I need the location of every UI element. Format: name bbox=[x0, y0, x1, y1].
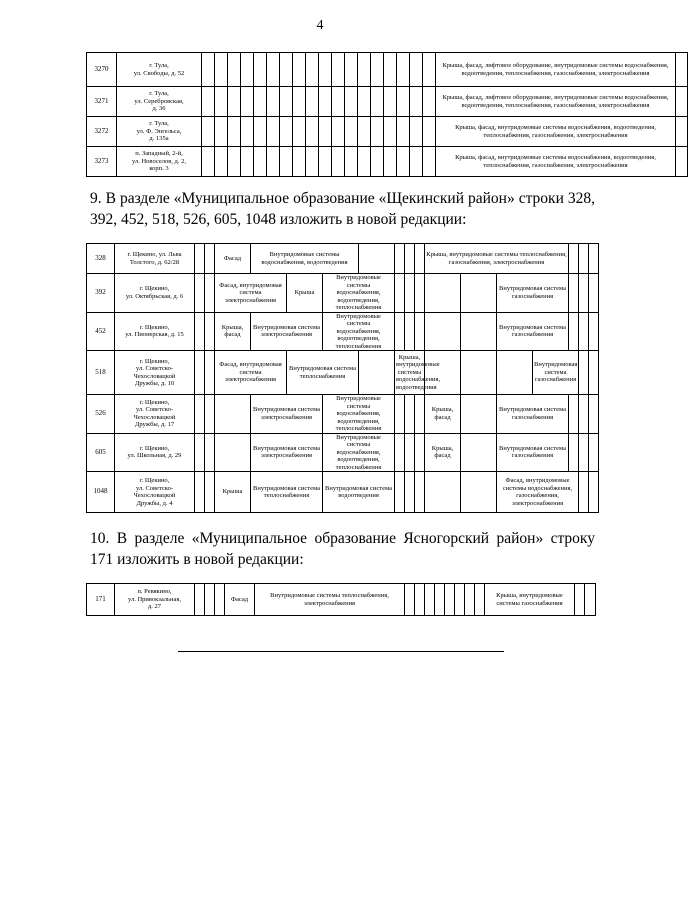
empty-cell bbox=[423, 53, 436, 87]
empty-cell bbox=[405, 312, 415, 351]
empty-cell bbox=[215, 584, 225, 616]
empty-cell bbox=[205, 351, 215, 395]
empty-cell bbox=[228, 147, 241, 177]
empty-cell bbox=[371, 147, 384, 177]
empty-cell bbox=[332, 147, 345, 177]
empty-cell bbox=[359, 351, 395, 395]
row-number: 605 bbox=[87, 433, 115, 472]
empty-cell bbox=[397, 87, 410, 117]
empty-cell bbox=[267, 117, 280, 147]
empty-cell bbox=[306, 53, 319, 87]
row-number: 3271 bbox=[87, 87, 117, 117]
empty-cell bbox=[358, 117, 371, 147]
empty-cell bbox=[589, 312, 599, 351]
row-number: 3272 bbox=[87, 117, 117, 147]
empty-cell bbox=[410, 87, 423, 117]
row-address: п. Западный, 2-й, ул. Новоселов, д. 2, корп. 3 bbox=[117, 147, 202, 177]
empty-cell bbox=[205, 584, 215, 616]
empty-cell bbox=[371, 117, 384, 147]
empty-cell bbox=[425, 274, 461, 313]
empty-cell bbox=[405, 274, 415, 313]
empty-cell bbox=[280, 147, 293, 177]
empty-cell bbox=[410, 147, 423, 177]
row-address: г. Щекино, ул. Льва Толстого, д. 62/28 bbox=[115, 244, 195, 274]
row-cell: Фасад, внутридомовая система электроснабжения bbox=[215, 351, 287, 395]
empty-cell bbox=[676, 147, 688, 177]
row-cell: Фасад, внутридомовая система электроснабжения bbox=[215, 274, 287, 313]
row-cell: Внутридомовые системы водоснабжения, водоотведения, теплоснабжения bbox=[323, 395, 395, 434]
empty-cell bbox=[423, 117, 436, 147]
empty-cell bbox=[461, 274, 497, 313]
row-cell: Крыша, внутридомовые системы газоснабжения bbox=[485, 584, 575, 616]
table-row bbox=[87, 351, 599, 395]
row-cell: Внутридомовая система водоотведения bbox=[323, 472, 395, 513]
empty-cell bbox=[405, 433, 415, 472]
empty-cell bbox=[415, 244, 425, 274]
row-cell: Крыша, внутридомовые системы теплоснабжения, газоснабжения, электроснабжения bbox=[425, 244, 569, 274]
empty-cell bbox=[228, 53, 241, 87]
closing-rule bbox=[178, 651, 504, 652]
empty-cell bbox=[202, 147, 215, 177]
empty-cell bbox=[589, 433, 599, 472]
table-row bbox=[87, 395, 599, 434]
empty-cell bbox=[306, 117, 319, 147]
empty-cell bbox=[358, 87, 371, 117]
row-address: г. Щекино, ул. Советско- Чехословацкой Дружбы, д. 17 bbox=[115, 395, 195, 434]
empty-cell bbox=[215, 433, 251, 472]
row-address: г. Щекино, ул. Пионерская, д. 15 bbox=[115, 312, 195, 351]
table-row bbox=[87, 147, 688, 177]
empty-cell bbox=[202, 53, 215, 87]
empty-cell bbox=[397, 117, 410, 147]
row-cell: Внутридомовые системы водоснабжения, водоотведения, теплоснабжения bbox=[323, 312, 395, 351]
empty-cell bbox=[202, 87, 215, 117]
empty-cell bbox=[254, 53, 267, 87]
row-number: 392 bbox=[87, 274, 115, 313]
row-cell: Внутридомовые системы теплоснабжения, электроснабжения bbox=[255, 584, 405, 616]
row-number: 3270 bbox=[87, 53, 117, 87]
empty-cell bbox=[415, 433, 425, 472]
empty-cell bbox=[405, 584, 415, 616]
empty-cell bbox=[215, 87, 228, 117]
empty-cell bbox=[395, 433, 405, 472]
empty-cell bbox=[293, 117, 306, 147]
empty-cell bbox=[254, 117, 267, 147]
empty-cell bbox=[195, 472, 205, 513]
row-address: п. Ревякино, ул. Привокзальная, д. 27 bbox=[115, 584, 195, 616]
row-address: г. Щекино, ул. Школьная, д. 29 bbox=[115, 433, 195, 472]
table-row bbox=[87, 53, 688, 87]
empty-cell bbox=[195, 244, 205, 274]
empty-cell bbox=[405, 395, 415, 434]
page-number: 4 bbox=[316, 18, 324, 33]
row-cell: Внутридомовая система электроснабжения bbox=[251, 433, 323, 472]
empty-cell bbox=[202, 117, 215, 147]
empty-cell bbox=[195, 351, 205, 395]
empty-cell bbox=[435, 584, 445, 616]
empty-cell bbox=[306, 147, 319, 177]
row-number: 526 bbox=[87, 395, 115, 434]
table-row bbox=[87, 312, 599, 351]
row-cell: Фасад, внутридомовые системы водоснабжения, газоснабжения, электроснабжения bbox=[497, 472, 579, 513]
empty-cell bbox=[293, 53, 306, 87]
empty-cell bbox=[228, 87, 241, 117]
empty-cell bbox=[319, 87, 332, 117]
empty-cell bbox=[676, 117, 688, 147]
empty-cell bbox=[425, 584, 435, 616]
empty-cell bbox=[579, 472, 589, 513]
empty-cell bbox=[445, 584, 455, 616]
empty-cell bbox=[455, 584, 465, 616]
table-row bbox=[87, 584, 596, 616]
empty-cell bbox=[461, 351, 497, 395]
row-cell: Внутридомовая система газоснабжения bbox=[497, 395, 569, 434]
empty-cell bbox=[267, 53, 280, 87]
empty-cell bbox=[405, 244, 415, 274]
empty-cell bbox=[254, 87, 267, 117]
row-number: 328 bbox=[87, 244, 115, 274]
empty-cell bbox=[306, 87, 319, 117]
empty-cell bbox=[384, 87, 397, 117]
empty-cell bbox=[241, 117, 254, 147]
empty-cell bbox=[195, 312, 205, 351]
empty-cell bbox=[280, 117, 293, 147]
row-cell: Внутридомовая система электроснабжения bbox=[251, 395, 323, 434]
empty-cell bbox=[397, 147, 410, 177]
empty-cell bbox=[254, 147, 267, 177]
empty-cell bbox=[384, 53, 397, 87]
empty-cell bbox=[676, 87, 688, 117]
table-row bbox=[87, 87, 688, 117]
empty-cell bbox=[205, 244, 215, 274]
empty-cell bbox=[397, 53, 410, 87]
empty-cell bbox=[319, 117, 332, 147]
empty-cell bbox=[395, 274, 405, 313]
empty-cell bbox=[425, 472, 461, 513]
row-cell: Фасад bbox=[215, 244, 251, 274]
paragraph-10: 10. В разделе «Муниципальное образование Ясногорский район» строку 171 изложить в новой редакции: bbox=[90, 530, 595, 568]
row-address: г. Щекино, ул. Советско- Чехословацкой Дружбы, д. 10 bbox=[115, 351, 195, 395]
row-cell: Крыша, фасад bbox=[215, 312, 251, 351]
empty-cell bbox=[205, 274, 215, 313]
empty-cell bbox=[345, 147, 358, 177]
empty-cell bbox=[589, 395, 599, 434]
empty-cell bbox=[579, 351, 589, 395]
empty-cell bbox=[579, 312, 589, 351]
empty-cell bbox=[497, 351, 533, 395]
empty-cell bbox=[371, 53, 384, 87]
empty-cell bbox=[345, 53, 358, 87]
row-cell: Крыша, внутридомовые системы водоснабжения, водоотведения bbox=[395, 351, 425, 395]
empty-cell bbox=[215, 117, 228, 147]
empty-cell bbox=[461, 433, 497, 472]
empty-cell bbox=[415, 395, 425, 434]
empty-cell bbox=[415, 274, 425, 313]
empty-cell bbox=[371, 87, 384, 117]
empty-cell bbox=[205, 312, 215, 351]
empty-cell bbox=[425, 312, 461, 351]
table-row bbox=[87, 274, 599, 313]
empty-cell bbox=[205, 395, 215, 434]
row-cell: Крыша, фасад bbox=[425, 395, 461, 434]
row-cell: Крыша bbox=[215, 472, 251, 513]
empty-cell bbox=[569, 244, 579, 274]
empty-cell bbox=[405, 472, 415, 513]
empty-cell bbox=[415, 312, 425, 351]
empty-cell bbox=[676, 53, 688, 87]
row-cell: Внутридомовая система электроснабжения bbox=[251, 312, 323, 351]
empty-cell bbox=[280, 53, 293, 87]
row-cell: Внутридомовая система теплоснабжения bbox=[251, 472, 323, 513]
empty-cell bbox=[241, 53, 254, 87]
empty-cell bbox=[423, 147, 436, 177]
row-cell: Внутридомовая система теплоснабжения bbox=[287, 351, 359, 395]
empty-cell bbox=[569, 395, 579, 434]
empty-cell bbox=[410, 117, 423, 147]
empty-cell bbox=[410, 53, 423, 87]
empty-cell bbox=[195, 395, 205, 434]
empty-cell bbox=[475, 584, 485, 616]
empty-cell bbox=[215, 147, 228, 177]
empty-cell bbox=[267, 87, 280, 117]
table-row bbox=[87, 244, 599, 274]
row-address: г. Тула, ул. Серебровская, д. 36 bbox=[117, 87, 202, 117]
row-works: Крыша, фасад, лифтовое оборудование, внутридомовые системы водоснабжения, водоотведения, теплоснабжения, газоснабжения, электроснабжения bbox=[436, 53, 676, 87]
empty-cell bbox=[585, 584, 596, 616]
empty-cell bbox=[589, 351, 599, 395]
empty-cell bbox=[358, 147, 371, 177]
empty-cell bbox=[241, 87, 254, 117]
empty-cell bbox=[319, 147, 332, 177]
empty-cell bbox=[195, 274, 205, 313]
table-tula-rows bbox=[86, 52, 688, 177]
row-number: 518 bbox=[87, 351, 115, 395]
table-yasnogorsk-row bbox=[86, 583, 596, 616]
row-address: г. Тула, ул. Свободы, д. 52 bbox=[117, 53, 202, 87]
empty-cell bbox=[461, 395, 497, 434]
table-row bbox=[87, 472, 599, 513]
empty-cell bbox=[395, 244, 405, 274]
empty-cell bbox=[205, 472, 215, 513]
empty-cell bbox=[579, 244, 589, 274]
row-works: Крыша, фасад, внутридомовые системы водоснабжения, водоотведения, теплоснабжения, газоснабжения, электроснабжения bbox=[436, 117, 676, 147]
empty-cell bbox=[415, 472, 425, 513]
empty-cell bbox=[395, 472, 405, 513]
row-number: 3273 bbox=[87, 147, 117, 177]
row-cell: Крыша bbox=[287, 274, 323, 313]
empty-cell bbox=[589, 274, 599, 313]
empty-cell bbox=[395, 312, 405, 351]
empty-cell bbox=[332, 87, 345, 117]
empty-cell bbox=[241, 147, 254, 177]
empty-cell bbox=[319, 53, 332, 87]
empty-cell bbox=[575, 584, 585, 616]
empty-cell bbox=[345, 87, 358, 117]
empty-cell bbox=[384, 117, 397, 147]
empty-cell bbox=[293, 87, 306, 117]
empty-cell bbox=[280, 87, 293, 117]
row-cell: Внутридомовая система газоснабжения bbox=[497, 312, 569, 351]
row-cell: Крыша, фасад bbox=[425, 433, 461, 472]
empty-cell bbox=[589, 244, 599, 274]
paragraph-9: 9. В разделе «Муниципальное образование «Щекинский район» строки 328, 392, 452, 518, 526, 605, 1048 изложить в новой редакции: bbox=[90, 190, 595, 228]
row-address: г. Щекино, ул. Октябрьская, д. 6 bbox=[115, 274, 195, 313]
row-cell: Внутридомовая система газоснабжения bbox=[497, 274, 569, 313]
row-number: 1048 bbox=[87, 472, 115, 513]
table-row bbox=[87, 117, 688, 147]
empty-cell bbox=[461, 312, 497, 351]
empty-cell bbox=[358, 53, 371, 87]
table-row bbox=[87, 433, 599, 472]
row-works: Крыша, фасад, внутридомовые системы водоснабжения, водоотведения, теплоснабжения, газоснабжения, электроснабжения bbox=[436, 147, 676, 177]
empty-cell bbox=[195, 433, 205, 472]
row-cell: Фасад bbox=[225, 584, 255, 616]
row-cell: Внутридомовая система газоснабжения bbox=[497, 433, 569, 472]
empty-cell bbox=[465, 584, 475, 616]
empty-cell bbox=[195, 584, 205, 616]
empty-cell bbox=[569, 274, 579, 313]
empty-cell bbox=[461, 472, 497, 513]
empty-cell bbox=[332, 117, 345, 147]
empty-cell bbox=[215, 53, 228, 87]
row-works: Крыша, фасад, лифтовое оборудование, внутридомовые системы водоснабжения, водоотведения, теплоснабжения, газоснабжения, электроснабжения bbox=[436, 87, 676, 117]
empty-cell bbox=[415, 584, 425, 616]
table-shchekino-rows bbox=[86, 243, 599, 513]
row-number: 452 bbox=[87, 312, 115, 351]
row-cell: Внутридомовые системы водоснабжения, водоотведения bbox=[251, 244, 359, 274]
empty-cell bbox=[267, 147, 280, 177]
empty-cell bbox=[345, 117, 358, 147]
empty-cell bbox=[589, 472, 599, 513]
row-cell: Внутридомовые системы водоснабжения, водоотведения, теплоснабжения bbox=[323, 433, 395, 472]
empty-cell bbox=[215, 395, 251, 434]
empty-cell bbox=[332, 53, 345, 87]
empty-cell bbox=[423, 87, 436, 117]
empty-cell bbox=[359, 244, 395, 274]
empty-cell bbox=[384, 147, 397, 177]
empty-cell bbox=[205, 433, 215, 472]
empty-cell bbox=[579, 274, 589, 313]
empty-cell bbox=[579, 395, 589, 434]
empty-cell bbox=[293, 147, 306, 177]
row-cell: Внутридомовая система газоснабжения bbox=[533, 351, 579, 395]
row-address: г. Тула, ул. Ф. Энгельса, д. 135а bbox=[117, 117, 202, 147]
empty-cell bbox=[228, 117, 241, 147]
empty-cell bbox=[569, 433, 579, 472]
empty-cell bbox=[579, 433, 589, 472]
row-address: г. Щекино, ул. Советско- Чехословацкой Дружбы, д. 4 bbox=[115, 472, 195, 513]
row-cell: Внутридомовые системы водоснабжения, водоотведения, теплоснабжения bbox=[323, 274, 395, 313]
empty-cell bbox=[569, 312, 579, 351]
row-number: 171 bbox=[87, 584, 115, 616]
empty-cell bbox=[395, 395, 405, 434]
